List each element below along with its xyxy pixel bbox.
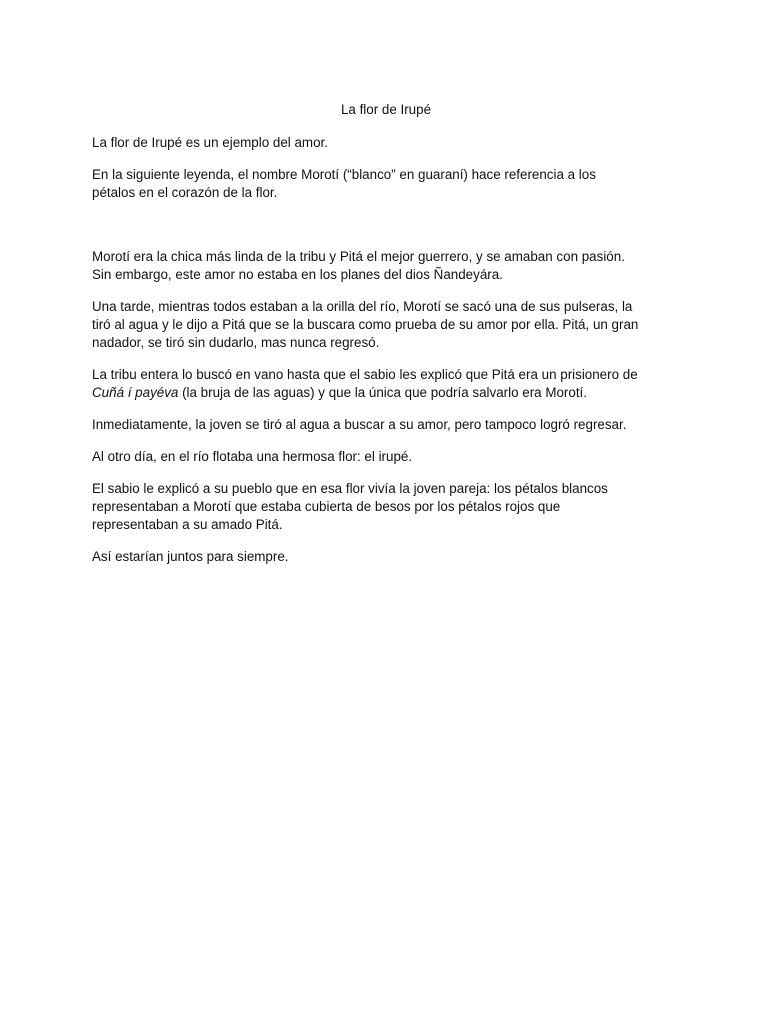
story-p1-line-2: Sin embargo, este amor no estaba en los planes del dios Ñandeyára. xyxy=(92,267,503,282)
intro-p1-text: La flor de Irupé es un ejemplo del amor. xyxy=(92,135,328,150)
story-paragraph-5 xyxy=(92,448,692,466)
story-p2-line-3: nadador, se tiró sin dudarlo, mas nunca regresó. xyxy=(92,335,380,350)
intro-p2-line-2: pétalos en el corazón de la flor. xyxy=(92,185,278,200)
story-paragraph-7 xyxy=(92,548,692,566)
story-paragraph-4 xyxy=(92,416,692,434)
document-body xyxy=(92,101,692,580)
intro-paragraph-2 xyxy=(92,166,692,202)
story-p6-line-2: representaban a Morotí que estaba cubierta de besos por los pétalos rojos que xyxy=(92,499,561,514)
story-p5-text: Al otro día, en el río flotaba una hermosa flor: el irupé. xyxy=(92,449,413,464)
story-p3-line-1: La tribu entera lo buscó en vano hasta que el sabio les explicó que Pitá era un prisionero de xyxy=(92,367,638,382)
story-p3-line-2-rest: (la bruja de las aguas) y que la única que podría salvarlo era Morotí. xyxy=(178,385,588,400)
story-paragraph-2 xyxy=(92,298,692,352)
story-p3-italic-term: Cuñá í payéva xyxy=(92,385,179,400)
blank-space xyxy=(92,216,692,248)
document-title: La flor de Irupé xyxy=(340,102,432,117)
story-p3-line-2 xyxy=(92,384,692,402)
story-p2-line-2: tiró al agua y le dijo a Pitá que se la buscara como prueba de su amor por ella. Pitá, un gran xyxy=(92,317,639,332)
intro-paragraph-1 xyxy=(92,134,692,152)
story-paragraph-3 xyxy=(92,366,692,402)
story-p6-line-1: El sabio le explicó a su pueblo que en esa flor vivía la joven pareja: los pétalos blancos xyxy=(92,481,608,496)
story-p7-text: Así estarían juntos para siempre. xyxy=(92,549,289,564)
story-p1-line-1: Morotí era la chica más linda de la tribu y Pitá el mejor guerrero, y se amaban con pasión. xyxy=(92,249,625,264)
intro-p2-line-1: En la siguiente leyenda, el nombre Morotí (“blanco” en guaraní) hace referencia a los xyxy=(92,167,596,182)
story-p2-line-1: Una tarde, mientras todos estaban a la orilla del río, Morotí se sacó una de sus pulseras, la xyxy=(92,299,633,314)
story-paragraph-6 xyxy=(92,480,692,534)
story-p6-line-3: representaban a su amado Pitá. xyxy=(92,517,283,532)
story-p4-text: Inmediatamente, la joven se tiró al agua a buscar a su amor, pero tampoco logró regresar. xyxy=(92,417,627,432)
story-paragraph-1 xyxy=(92,248,692,284)
